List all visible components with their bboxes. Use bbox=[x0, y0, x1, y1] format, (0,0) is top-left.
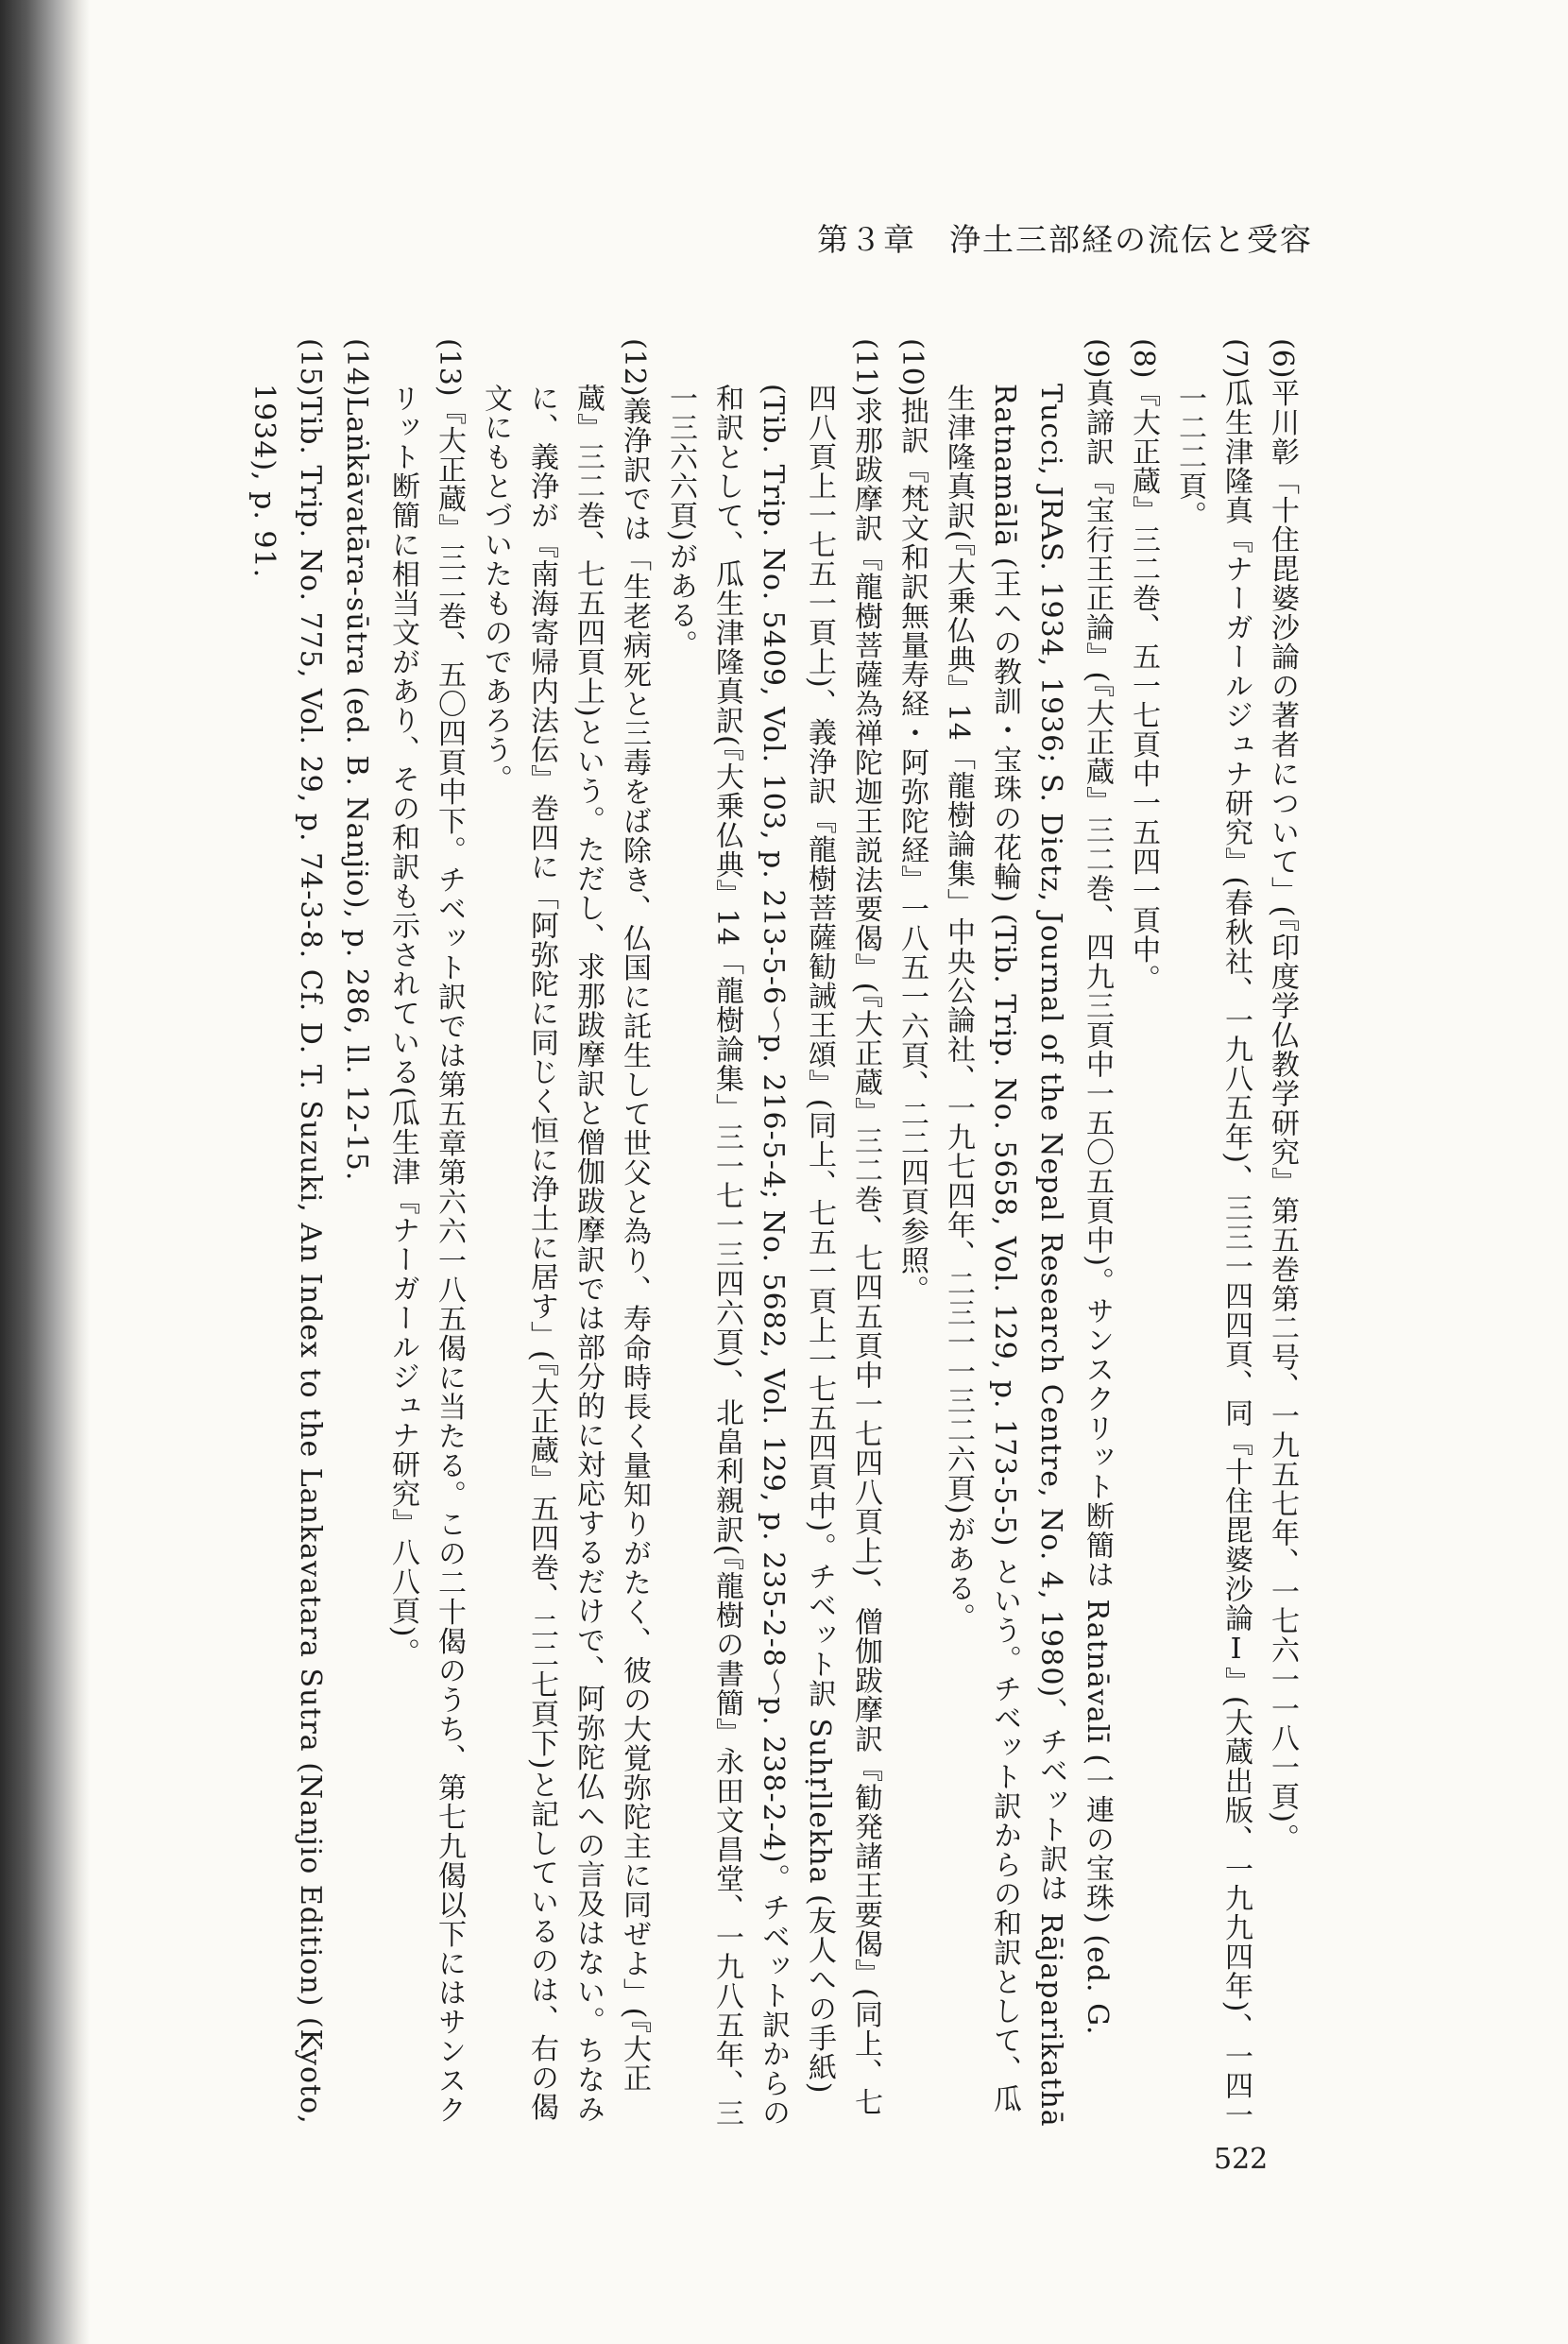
endnote-13 bbox=[380, 338, 472, 2133]
note-number: (14) bbox=[340, 338, 373, 397]
endnote-8 bbox=[1120, 338, 1167, 2133]
endnote-7 bbox=[1167, 338, 1259, 2133]
note-number: (11) bbox=[849, 338, 882, 397]
endnote-15 bbox=[241, 338, 333, 2133]
note-text: 拙訳『梵文和訳無量寿経・阿弥陀経』一八五一六頁、二二四頁参照。 bbox=[895, 396, 929, 1305]
note-text: Tib. Trip. No. 775, Vol. 29, p. 74-3-8. Cf. D. T. Suzuki, An Index to the Lankavatara Sutra (Nanjio Edition) (Kyoto, 1934), p. 91. bbox=[247, 384, 327, 2125]
note-text: 求那跋摩訳『龍樹菩薩為禅陀迦王説法要偈』(『大正蔵』三二巻、七四五頁中一七四八頁上)、僧伽跋摩訳『勧発諸王要偈』(同上、七四八頁上一七五一頁上)、義浄訳『龍樹菩薩勧誡王頌』(同上、七五一頁上一七五四頁中)。チベット訳 Suhṛllekha (友人への手紙) (Tib. Trip. No. 5409, Vol. 103, p. 213-5-6～p. 216-5-4; No. 5682, Vol. 129, p. 235-2-8～p. 238-2-4)。チベット訳からの和訳として、瓜生津隆真訳(『大乗仏典』14「龍樹論集」三一七一三四六頁)、北畠利親訳(『龍樹の書簡』永田文昌堂、一九八五年、三一三六六頁)がある。 bbox=[664, 384, 882, 2129]
endnote-12 bbox=[472, 338, 657, 2133]
note-text: 『大正蔵』三二巻、五〇四頁中下。チベット訳では第五章第六六一八五偈に当たる。この二十偈のうち、第七九偈以下にはサンスクリット断簡に相当文があり、その和訳も示されている(瓜生津『ナーガールジュナ研究』八八頁)。 bbox=[386, 384, 466, 2125]
note-number: (12) bbox=[618, 338, 651, 397]
note-number: (7) bbox=[1219, 338, 1253, 379]
endnote-9 bbox=[935, 338, 1120, 2133]
note-number: (10) bbox=[895, 338, 929, 397]
note-number: (8) bbox=[1127, 338, 1160, 379]
endnote-6 bbox=[1259, 338, 1305, 2133]
note-text: 義浄訳では「生老病死と三毒をば除き、仏国に託生して世父と為り、寿命時長く量知りがたく、彼の大覚弥陀主に同ぜよ」(『大正蔵』三二巻、七五四頁上)という。ただし、求那跋摩訳と僧伽跋摩訳では部分的に対応するだけで、阿弥陀仏への言及はない。ちなみに、義浄が『南海寄帰内法伝』巻四に「阿弥陀に同じく恒に浄土に居す」(『大正蔵』五四巻、二二七頁下)と記しているのは、右の偈文にもとづいたものであろう。 bbox=[479, 384, 651, 2124]
endnote-14 bbox=[333, 338, 380, 2133]
running-header: 第３章 浄土三部経の流伝と受容 bbox=[817, 221, 1313, 258]
endnote-10 bbox=[889, 338, 935, 2133]
endnotes-block bbox=[241, 338, 1305, 2133]
note-number: (9) bbox=[1081, 338, 1114, 379]
note-text: 瓜生津隆真『ナーガールジュナ研究』(春秋社、一九八五年)、三三一四四頁、同『十住毘婆沙論Ⅰ』(大蔵出版、一九九四年)、一四一一二二頁。 bbox=[1173, 378, 1253, 2130]
endnote-11 bbox=[657, 338, 889, 2133]
note-number: (6) bbox=[1266, 338, 1299, 379]
note-text: 平川彰「十住毘婆沙論の著者について」(『印度学仏教学研究』第五巻第二号、一九五七年、一七六一一八一頁)。 bbox=[1266, 378, 1299, 1853]
note-text: 『大正蔵』三二巻、五一七頁中一五四一頁中。 bbox=[1127, 378, 1160, 994]
note-number: (15) bbox=[294, 338, 327, 397]
scan-shadow-edge bbox=[0, 0, 90, 2344]
note-text: Laṅkāvatāra-sūtra (ed. B. Nanjio), p. 286, ll. 12-15. bbox=[340, 396, 373, 1182]
note-number: (13) bbox=[433, 338, 466, 397]
note-text: 真諦訳『宝行王正論』(『大正蔵』三二巻、四九三頁中一五〇五頁中)。サンスクリット断簡は Ratnāvalī (一連の宝珠) (ed. G. Tucci, JRAS. 1934, 1936; S. Dietz, Journal of the Nepal Research Centre, No. 4, 1980)、チベット訳は Rājaparikathā Ratnamālā (王への教訓・宝珠の花輪) (Tib. Trip. No. 5658, Vol. 129, p. 173-5-5) という。チベット訳からの和訳として、瓜生津隆真訳(『大乗仏典』14「龍樹論集」中央公論社、一九七四年、二三一一三二六頁)がある。 bbox=[942, 378, 1114, 2128]
page-number: 522 bbox=[1214, 2143, 1269, 2176]
